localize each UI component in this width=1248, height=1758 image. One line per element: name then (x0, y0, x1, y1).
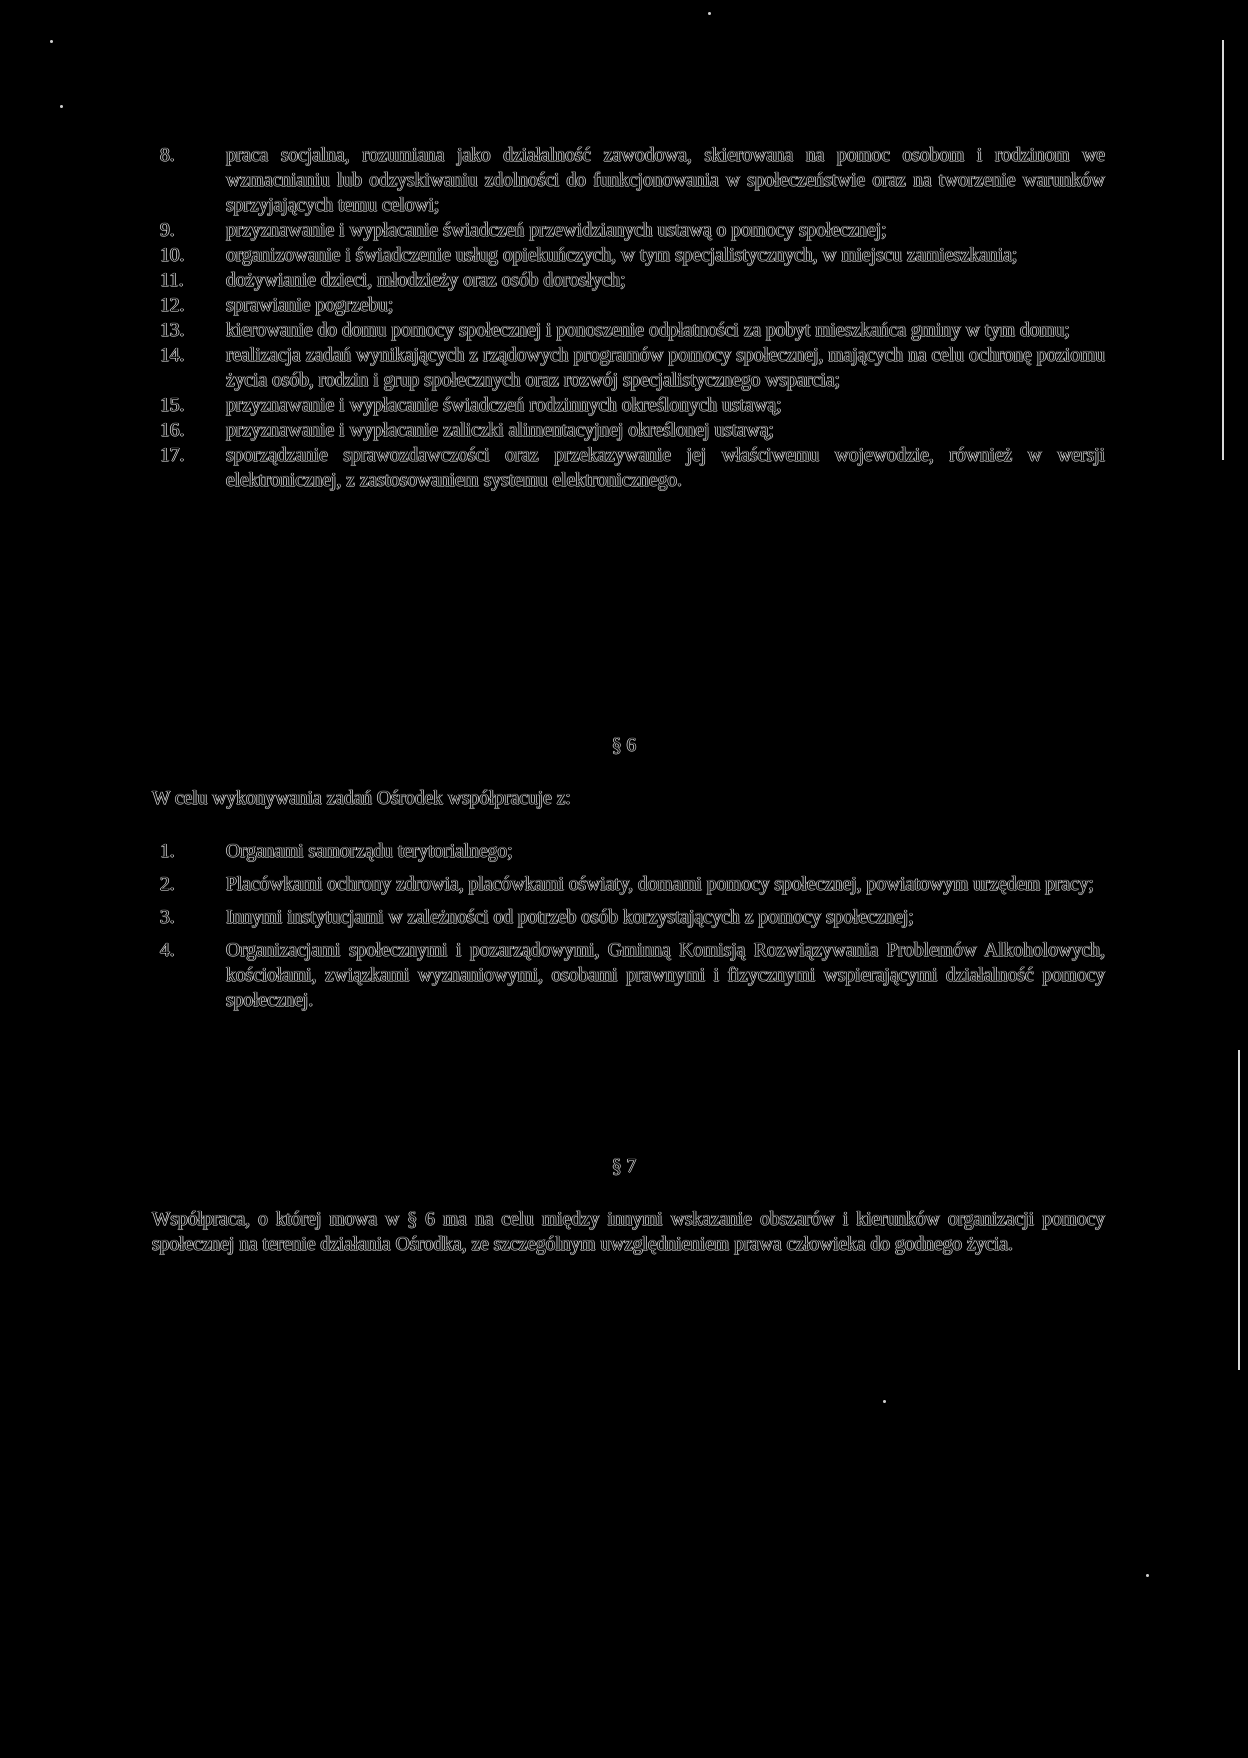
scan-edge-line (1222, 40, 1224, 460)
list-item: 3. Innymi instytucjami w zależności od potrzeb osób korzystających z pomocy społecznej; (160, 907, 914, 928)
task-list-continued (160, 143, 1105, 493)
cooperation-list (160, 839, 1105, 1021)
section-6-heading: § 6 (611, 735, 637, 756)
list-item: 4. Organizacjami społecznymi i pozarządowymi, Gminną Komisją Rozwiązywania Problemów Alkoholowych, kościołami, związkami wyznaniowymi, osobami prawnymi i fizycznymi wspierającymi działalność pomocy społecznej. (160, 940, 1105, 1011)
list-item: 12. sprawianie pogrzebu; (160, 295, 394, 316)
scan-speck (50, 40, 53, 43)
list-item: 14. realizacja zadań wynikających z rządowych programów pomocy społecznej, mających na celu ochronę poziomu życia osób, rodzin i grup społecznych oraz rozwój specjalistycznego wsparcia; (160, 345, 1105, 391)
scan-speck (60, 105, 63, 108)
scan-edge-line (1238, 1050, 1240, 1370)
section-7-paragraph: Współpraca, o której mowa w § 6 ma na celu między innymi wskazanie obszarów i kierunków organizacji pomocy społecznej na terenie działania Ośrodka, ze szczególnym uwzględnieniem prawa człowieka do godnego życia. (152, 1209, 1105, 1255)
list-item: 17. sporządzanie sprawozdawczości oraz przekazywanie jej właściwemu wojewodzie, również w wersji elektronicznej, z zastosowaniem systemu elektronicznego. (160, 445, 1105, 491)
list-item: 16. przyznawanie i wypłacanie zaliczki alimentacyjnej określonej ustawą; (160, 420, 774, 441)
section-7-heading: § 7 (611, 1156, 637, 1177)
scan-speck (708, 12, 711, 15)
scan-speck (1146, 1574, 1149, 1577)
list-item: 13. kierowanie do domu pomocy społecznej i ponoszenie odpłatności za pobyt mieszkańca gminy w tym domu; (160, 320, 1070, 341)
section-6-intro: W celu wykonywania zadań Ośrodek współpracuje z: (152, 788, 571, 809)
list-item: 9. przyznawanie i wypłacanie świadczeń przewidzianych ustawą o pomocy społecznej; (160, 220, 887, 241)
list-item: 11. dożywianie dzieci, młodzieży oraz osób dorosłych; (160, 270, 626, 291)
list-item: 10. organizowanie i świadczenie usług opiekuńczych, w tym specjalistycznych, w miejscu zamieszkania; (160, 245, 1018, 266)
list-item: 2. Placówkami ochrony zdrowia, placówkami oświaty, domami pomocy społecznej, powiatowym urzędem pracy; (160, 874, 1094, 895)
list-item: 15. przyznawanie i wypłacanie świadczeń rodzinnych określonych ustawą; (160, 395, 782, 416)
list-item: 1. Organami samorządu terytorialnego; (160, 841, 513, 862)
list-item: 8. praca socjalna, rozumiana jako działalność zawodowa, skierowana na pomoc osobom i rodzinom we wzmacnianiu lub odzyskiwaniu zdolności do funkcjonowania w społeczeństwie oraz na tworzenie warunków sprzyjających temu celowi; (160, 145, 1105, 216)
scan-speck (883, 1400, 886, 1403)
